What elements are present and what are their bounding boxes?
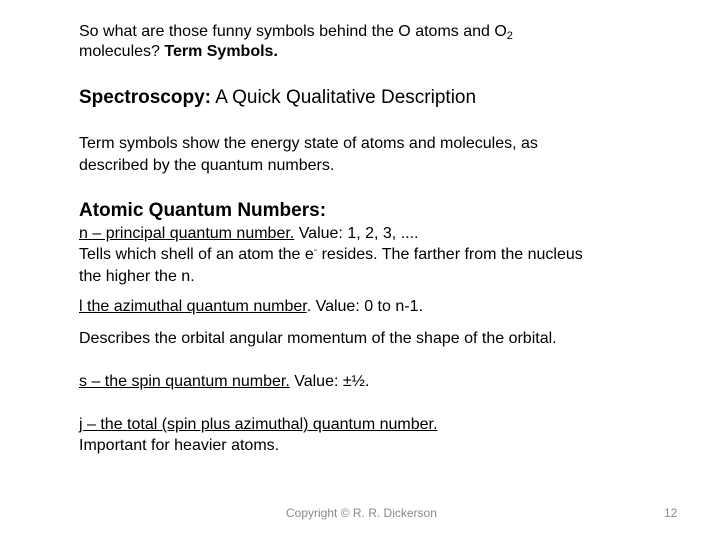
intro-text-2: molecules? — [79, 43, 165, 60]
slide-number: 12 — [664, 506, 678, 520]
n-quantum-number-line — [79, 223, 418, 245]
j-description: Important for heavier atoms. — [79, 437, 280, 454]
spectroscopy-heading-rest: A Quick Qualitative Description — [210, 87, 477, 108]
term-symbols-emphasis: Term Symbols. — [164, 43, 278, 60]
l-label: l the azimuthal quantum number — [79, 298, 307, 315]
l-value: . Value: 0 to n-1. — [306, 298, 423, 315]
spectroscopy-heading-bold: Spectroscopy: — [79, 87, 211, 108]
n-description-line-1 — [79, 244, 583, 266]
intro-text: So what are those funny symbols behind the O atoms and O — [79, 23, 507, 40]
l-description: Describes the orbital angular momentum of the shape of the orbital. — [79, 330, 557, 347]
atomic-quantum-numbers-heading: Atomic Quantum Numbers: — [79, 200, 327, 221]
spectroscopy-heading — [79, 86, 476, 110]
n-value: Value: 1, 2, 3, .... — [294, 225, 419, 242]
n-desc-suffix: resides. The farther from the nucleus — [317, 246, 583, 263]
j-quantum-number-line — [79, 414, 437, 436]
electron-superscript: - — [313, 245, 318, 256]
o2-subscript: 2 — [506, 30, 513, 42]
n-desc-prefix: Tells which shell of an atom the e — [79, 246, 314, 263]
s-value: Value: ±½. — [289, 373, 370, 390]
s-quantum-number-line — [79, 371, 369, 393]
copyright-footer: Copyright © R. R. Dickerson — [286, 506, 437, 520]
intro-line-2 — [79, 41, 278, 63]
n-label: n – principal quantum number. — [79, 225, 295, 242]
s-label: s – the spin quantum number. — [79, 373, 290, 390]
n-description-line-2: the higher the n. — [79, 268, 195, 285]
l-quantum-number-line — [79, 296, 423, 318]
term-symbols-paragraph-line-2: described by the quantum numbers. — [79, 157, 335, 174]
intro-line-1 — [79, 21, 513, 43]
j-label: j – the total (spin plus azimuthal) quantum number. — [79, 416, 438, 433]
term-symbols-paragraph-line-1: Term symbols show the energy state of atoms and molecules, as — [79, 135, 538, 152]
